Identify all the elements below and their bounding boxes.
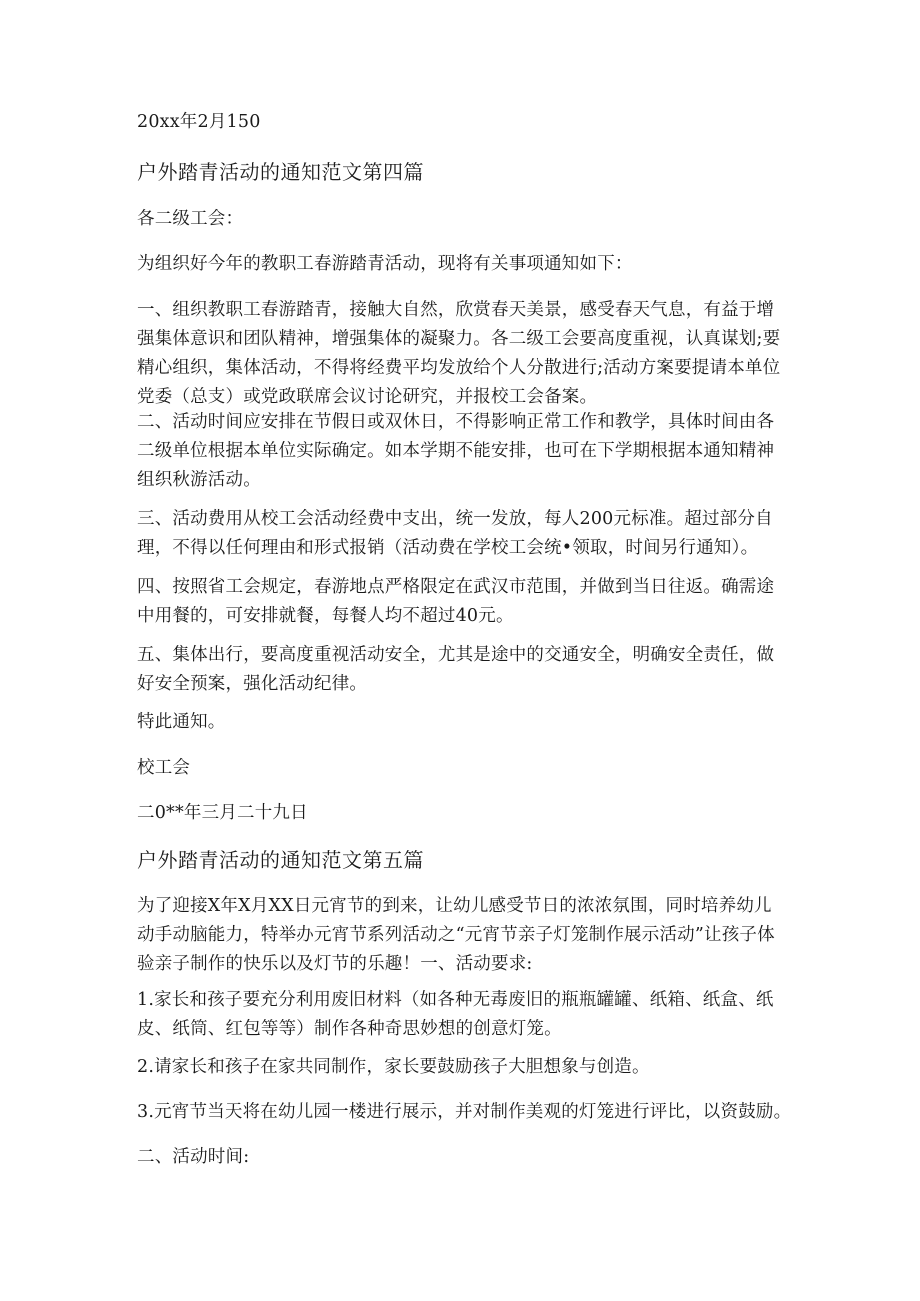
section4-title: 户外踏青活动的通知范文第四篇 bbox=[137, 160, 424, 184]
section4-date: 二0**年三月二十九日 bbox=[137, 803, 308, 823]
section4-item-5: 五、集体出行，要高度重视活动安全，尤其是途中的交通安全，明确安全责任，做好安全预案，强化活动纪律。 bbox=[137, 645, 775, 694]
section4-intro: 为组织好今年的教职工春游踏青活动，现将有关事项通知如下： bbox=[137, 254, 633, 274]
section4-item-4: 四、按照省工会规定，春游地点严格限定在武汉市范围，并做到当日往返。确需途中用餐的，可安排就餐，每餐人均不超过40元。 bbox=[137, 577, 775, 626]
section4-signature: 校工会 bbox=[137, 758, 191, 778]
section4-item-3: 三、活动费用从校工会活动经费中支出，统一发放，每人200元标准。超过部分自理，不得以任何理由和形式报销（活动费在学校工会统•领取，时间另行通知）。 bbox=[137, 509, 773, 558]
section5-item-1: 1.家长和孩子要充分利用废旧材料（如各种无毒废旧的瓶瓶罐罐、纸箱、纸盒、纸皮、纸筒、红包等等）制作各种奇思妙想的创意灯笼。 bbox=[137, 990, 774, 1039]
section5-intro: 为了迎接X年X月XX日元宵节的到来，让幼儿感受节日的浓浓氛围，同时培养幼儿动手动脑能力，特举办元宵节系列活动之“元宵节亲子灯笼制作展示活动”让孩子体验亲子制作的快乐以及灯节的乐趣！一、活动要求: bbox=[137, 896, 775, 974]
section5-subheading: 二、活动时间: bbox=[137, 1147, 250, 1167]
document-date-top: 20xx年2月150 bbox=[137, 112, 261, 132]
section4-item-2: 二、活动时间应安排在节假日或双休日，不得影响正常工作和教学，具体时间由各二级单位根据本单位实际确定。如本学期不能安排，也可在下学期根据本通知精神组织秋游活动。 bbox=[137, 412, 775, 490]
section4-item-1: 一、组织教职工春游踏青，接触大自然，欣赏春天美景，感受春天气息，有益于增强集体意识和团队精神，增强集体的凝聚力。各二级工会要高度重视，认真谋划;要精心组织，集体活动，不得将经费平均发放给个人分散进行;活动方案要提请本单位党委（总支）或党政联席会议讨论研究，并报校工会备案。 bbox=[137, 300, 781, 407]
section4-salutation: 各二级工会： bbox=[137, 209, 244, 229]
section5-title: 户外踏青活动的通知范文第五篇 bbox=[137, 848, 424, 872]
section5-item-2: 2.请家长和孩子在家共同制作，家长要鼓励孩子大胆想象与创造。 bbox=[137, 1057, 650, 1077]
section4-closing: 特此通知。 bbox=[137, 712, 226, 732]
section5-item-3: 3.元宵节当天将在幼儿园一楼进行展示，并对制作美观的灯笼进行评比，以资鼓励。 bbox=[137, 1102, 792, 1122]
